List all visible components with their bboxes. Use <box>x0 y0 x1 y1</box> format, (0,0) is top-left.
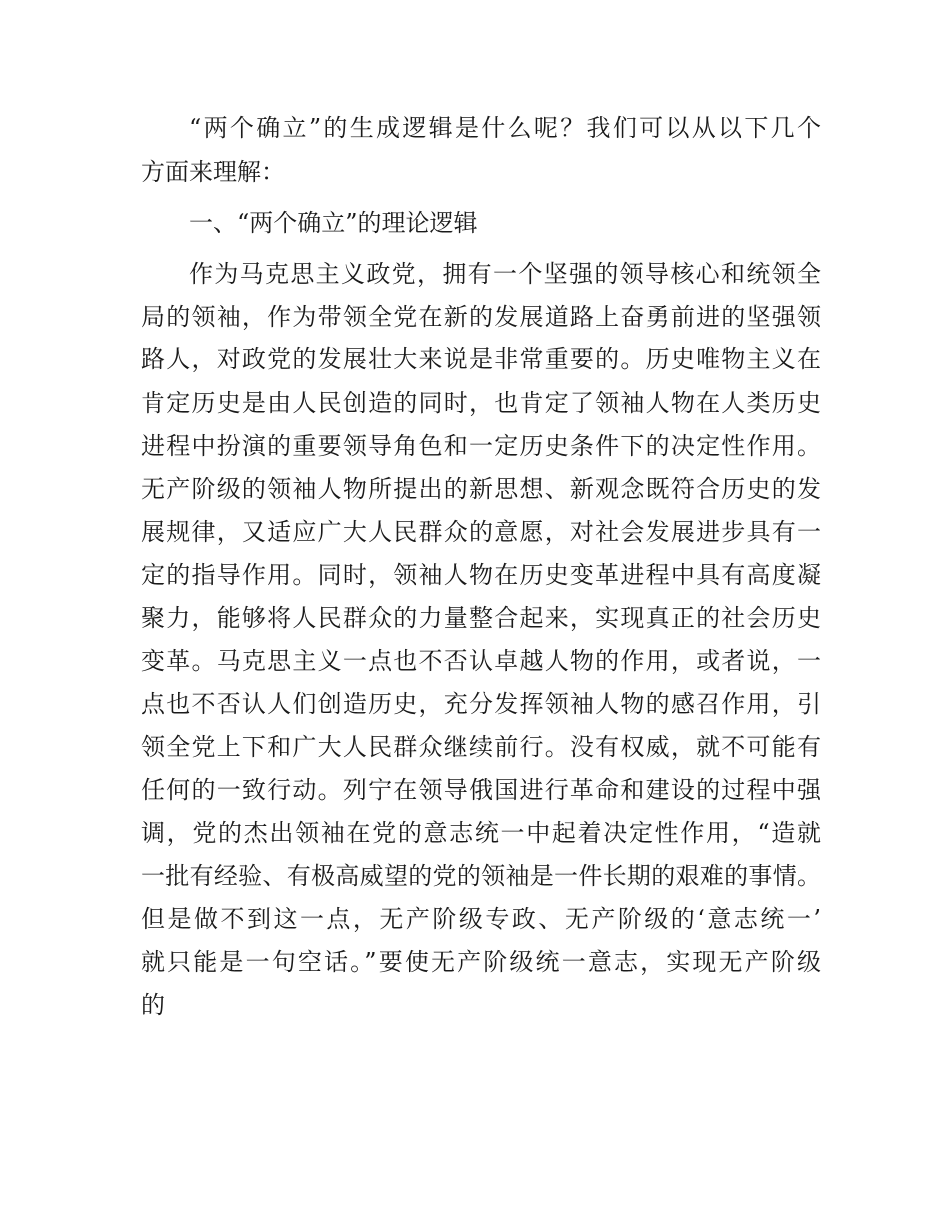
paragraph-line: 但是做不到这一点，无产阶级专政、无产阶级的‘意志统一’ <box>141 905 821 933</box>
paragraph-line: 调，党的杰出领袖在党的意志统一中起着决定性作用，“造就 <box>141 819 821 847</box>
section-heading: 一、“两个确立”的理论逻辑 <box>189 209 478 237</box>
paragraph-line: 就只能是一句空话。”要使无产阶级统一意志，实现无产阶级 <box>141 948 821 976</box>
paragraph-line: 一批有经验、有极高威望的党的领袖是一件长期的艰难的事情。 <box>141 862 821 890</box>
paragraph-line: 领全党上下和广大人民群众继续前行。没有权威，就不可能有 <box>141 733 821 761</box>
paragraph-line: 进程中扮演的重要领导角色和一定历史条件下的决定性作用。 <box>141 432 821 460</box>
paragraph-line: 变革。马克思主义一点也不否认卓越人物的作用，或者说，一 <box>141 647 821 675</box>
paragraph-line: 无产阶级的领袖人物所提出的新思想、新观念既符合历史的发 <box>141 475 821 503</box>
paragraph-line: 作为马克思主义政党，拥有一个坚强的领导核心和统领全 <box>189 260 821 288</box>
paragraph-line: 肯定历史是由人民创造的同时，也肯定了领袖人物在人类历史 <box>141 389 821 417</box>
paragraph-line: 任何的一致行动。列宁在领导俄国进行革命和建设的过程中强 <box>141 776 821 804</box>
intro-line-2: 方面来理解： <box>141 158 285 186</box>
paragraph-line: 的 <box>141 991 165 1019</box>
paragraph-line: 局的领袖，作为带领全党在新的发展道路上奋勇前进的坚强领 <box>141 303 821 331</box>
intro-line-1: “两个确立”的生成逻辑是什么呢？我们可以从以下几个 <box>189 114 821 142</box>
paragraph-line: 路人，对政党的发展壮大来说是非常重要的。历史唯物主义在 <box>141 345 821 373</box>
paragraph-line: 展规律，又适应广大人民群众的意愿，对社会发展进步具有一 <box>141 518 821 546</box>
paragraph-line: 定的指导作用。同时，领袖人物在历史变革进程中具有高度凝 <box>141 561 821 589</box>
paragraph-line: 聚力，能够将人民群众的力量整合起来，实现真正的社会历史 <box>141 604 821 632</box>
paragraph-line: 点也不否认人们创造历史，充分发挥领袖人物的感召作用，引 <box>141 690 821 718</box>
